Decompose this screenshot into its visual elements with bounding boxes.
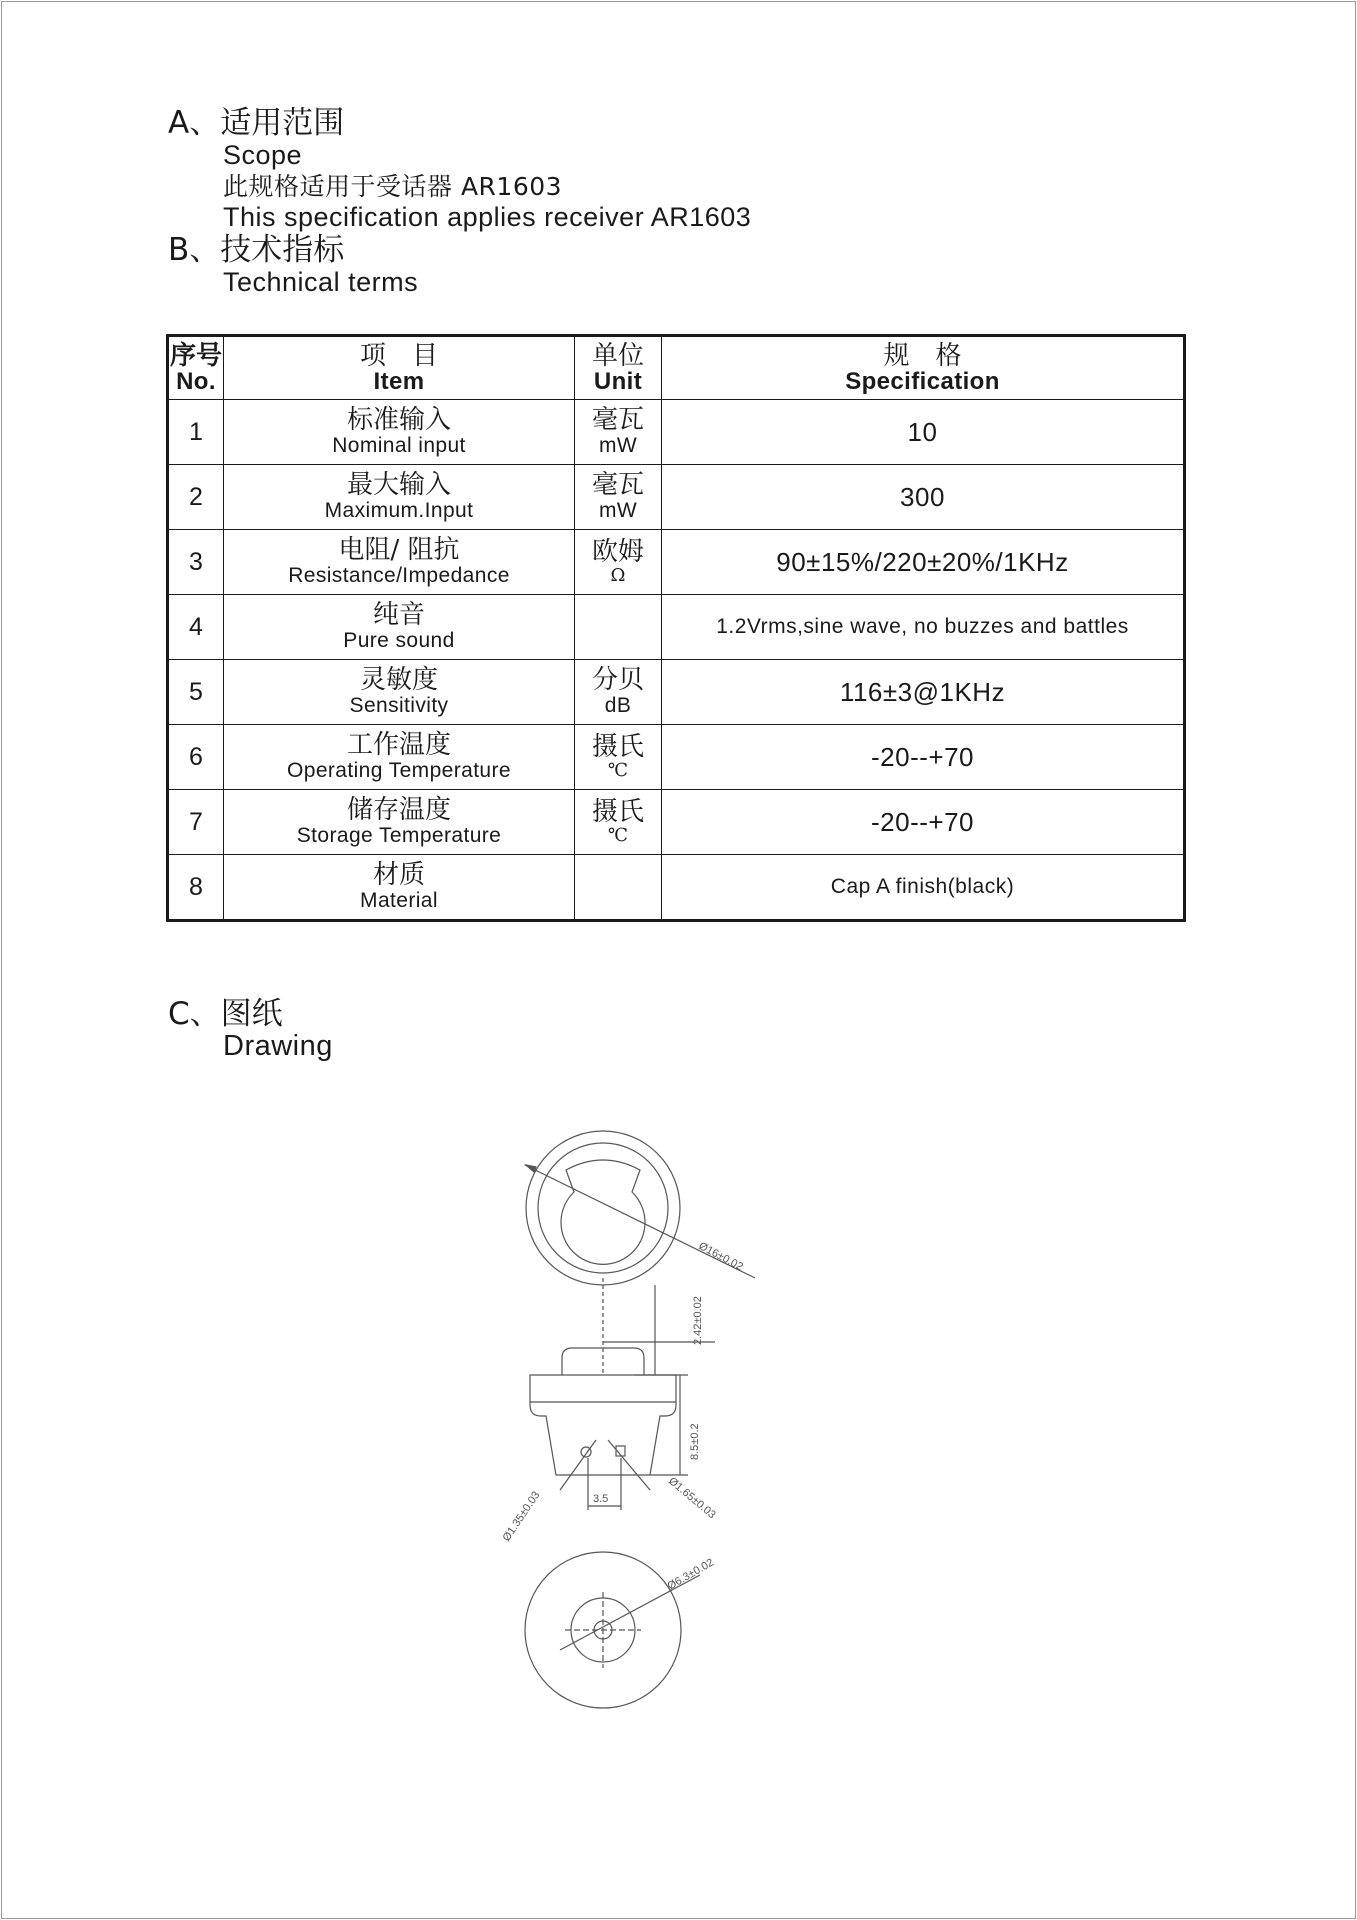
unit-zh: 摄氏 — [591, 731, 644, 762]
row-number: 2 — [189, 482, 203, 511]
spec-value: 10 — [907, 416, 938, 447]
unit-zh: 毫瓦 — [591, 405, 644, 435]
header-spec — [662, 336, 1185, 400]
row-number: 3 — [189, 547, 203, 576]
section-c-heading: C、图纸 — [168, 996, 283, 1032]
unit-en: ℃ — [607, 824, 629, 846]
row-number: 6 — [189, 742, 203, 771]
item-name-en: Nominal input — [332, 434, 466, 457]
table-header-row — [168, 336, 1185, 400]
unit-zh: 分贝 — [591, 665, 644, 695]
section-b-line-1: Technical terms — [223, 267, 419, 297]
cell-no — [168, 595, 224, 660]
table-row — [168, 660, 1185, 725]
spec-value: 300 — [900, 481, 945, 512]
spec-table — [166, 334, 1186, 922]
dim-body-height: 8.5±0.2 — [689, 1423, 701, 1460]
row-number: 7 — [189, 807, 203, 836]
cell-item — [224, 855, 575, 921]
unit-zh: 摄氏 — [591, 796, 644, 827]
cell-no — [168, 660, 224, 725]
cell-spec — [662, 465, 1185, 530]
dim-bottom-diameter: Ø6.3±0.02 — [665, 1556, 716, 1593]
cell-unit — [575, 790, 662, 855]
item-name-en: Resistance/Impedance — [288, 564, 510, 587]
row-number: 1 — [189, 417, 203, 446]
side-view — [530, 1278, 715, 1510]
cell-unit — [575, 595, 662, 660]
cell-spec — [662, 595, 1185, 660]
section-a-line-2: 此规格适用于受话器 AR1603 — [223, 172, 563, 201]
dim-left-pin: Ø1.35±0.03 — [500, 1489, 543, 1544]
section-a-line-3: This specification applies receiver AR1603 — [223, 202, 752, 232]
unit-en: mW — [598, 499, 638, 522]
unit-zh: 欧姆 — [591, 536, 644, 567]
table-row — [168, 400, 1185, 465]
item-name-en: Sensitivity — [349, 694, 449, 717]
spec-value: 116±3@1KHz — [839, 676, 1006, 707]
section-scope — [168, 106, 751, 233]
cell-spec — [662, 790, 1185, 855]
section-technical-terms — [168, 233, 418, 298]
item-name-zh: 工作温度 — [346, 730, 451, 760]
cell-unit — [575, 465, 662, 530]
cell-unit — [575, 725, 662, 790]
cell-spec — [662, 660, 1185, 725]
cell-spec — [662, 530, 1185, 595]
cell-no — [168, 400, 224, 465]
section-a-line-1: Scope — [223, 140, 303, 170]
cell-no — [168, 855, 224, 921]
cell-item — [224, 530, 575, 595]
header-spec-en: Specification — [845, 368, 1000, 395]
cell-item — [224, 790, 575, 855]
dim-right-pin: Ø1.65±0.03 — [666, 1475, 718, 1522]
section-drawing — [168, 997, 333, 1062]
table-row — [168, 595, 1185, 660]
item-name-zh: 标准输入 — [346, 405, 451, 435]
item-name-zh: 最大输入 — [346, 470, 451, 500]
unit-en: mW — [598, 434, 638, 457]
table-row — [168, 725, 1185, 790]
row-number: 4 — [189, 612, 203, 641]
unit-en: ℃ — [607, 759, 629, 781]
header-spec-zh: 规 格 — [883, 341, 962, 371]
cell-unit — [575, 400, 662, 465]
table-row — [168, 465, 1185, 530]
item-name-en: Pure sound — [343, 629, 455, 652]
cell-unit — [575, 855, 662, 921]
spec-value: -20--+70 — [871, 806, 974, 837]
spec-value: 1.2Vrms,sine wave, no buzzes and battles — [716, 615, 1129, 638]
dim-pin-spacing: 3.5 — [593, 1493, 609, 1505]
section-c-line-1: Drawing — [223, 1030, 333, 1062]
item-name-en: Material — [360, 889, 438, 912]
cell-item — [224, 660, 575, 725]
header-item-en: Item — [373, 368, 425, 395]
receiver-drawing — [480, 1110, 810, 1720]
dim-top-height: 2.42±0.02 — [692, 1296, 704, 1345]
cell-item — [224, 595, 575, 660]
spec-value: Cap A finish(black) — [830, 875, 1015, 898]
section-a-heading: A、适用范围 — [168, 105, 345, 141]
cell-spec — [662, 400, 1185, 465]
header-no — [168, 336, 224, 400]
item-name-en: Maximum.Input — [324, 499, 474, 522]
unit-zh: 毫瓦 — [591, 470, 644, 500]
item-name-zh: 材质 — [372, 860, 425, 890]
item-name-en: Operating Temperature — [287, 759, 511, 782]
spec-value: 90±15%/220±20%/1KHz — [776, 546, 1069, 577]
cell-no — [168, 790, 224, 855]
item-name-zh: 电阻/ 阻抗 — [338, 535, 460, 565]
cell-spec — [662, 725, 1185, 790]
cell-item — [224, 465, 575, 530]
item-name-zh: 纯音 — [372, 600, 425, 630]
table-row — [168, 855, 1185, 921]
item-name-zh: 储存温度 — [346, 795, 451, 825]
unit-en: Ω — [610, 564, 626, 586]
item-name-en: Storage Temperature — [296, 824, 502, 847]
header-unit-zh: 单位 — [591, 341, 644, 371]
cell-no — [168, 530, 224, 595]
cell-item — [224, 725, 575, 790]
cell-no — [168, 725, 224, 790]
header-unit-en: Unit — [593, 368, 643, 395]
spec-value: -20--+70 — [871, 741, 974, 772]
cell-spec — [662, 855, 1185, 921]
cell-no — [168, 465, 224, 530]
row-number: 5 — [189, 677, 203, 706]
cell-item — [224, 400, 575, 465]
row-number: 8 — [189, 872, 203, 901]
header-no-en: No. — [176, 368, 216, 395]
table-row — [168, 530, 1185, 595]
unit-en: dB — [604, 694, 632, 717]
dim-outer-diameter: Ø16±0.02 — [696, 1240, 745, 1274]
bottom-view — [525, 1552, 700, 1708]
header-no-zh: 序号 — [169, 341, 222, 371]
header-item — [224, 336, 575, 400]
item-name-zh: 灵敏度 — [359, 665, 438, 695]
table-row — [168, 790, 1185, 855]
cell-unit — [575, 660, 662, 725]
header-unit — [575, 336, 662, 400]
section-b-heading: B、技术指标 — [168, 232, 345, 268]
cell-unit — [575, 530, 662, 595]
header-item-zh: 项 目 — [359, 341, 438, 371]
